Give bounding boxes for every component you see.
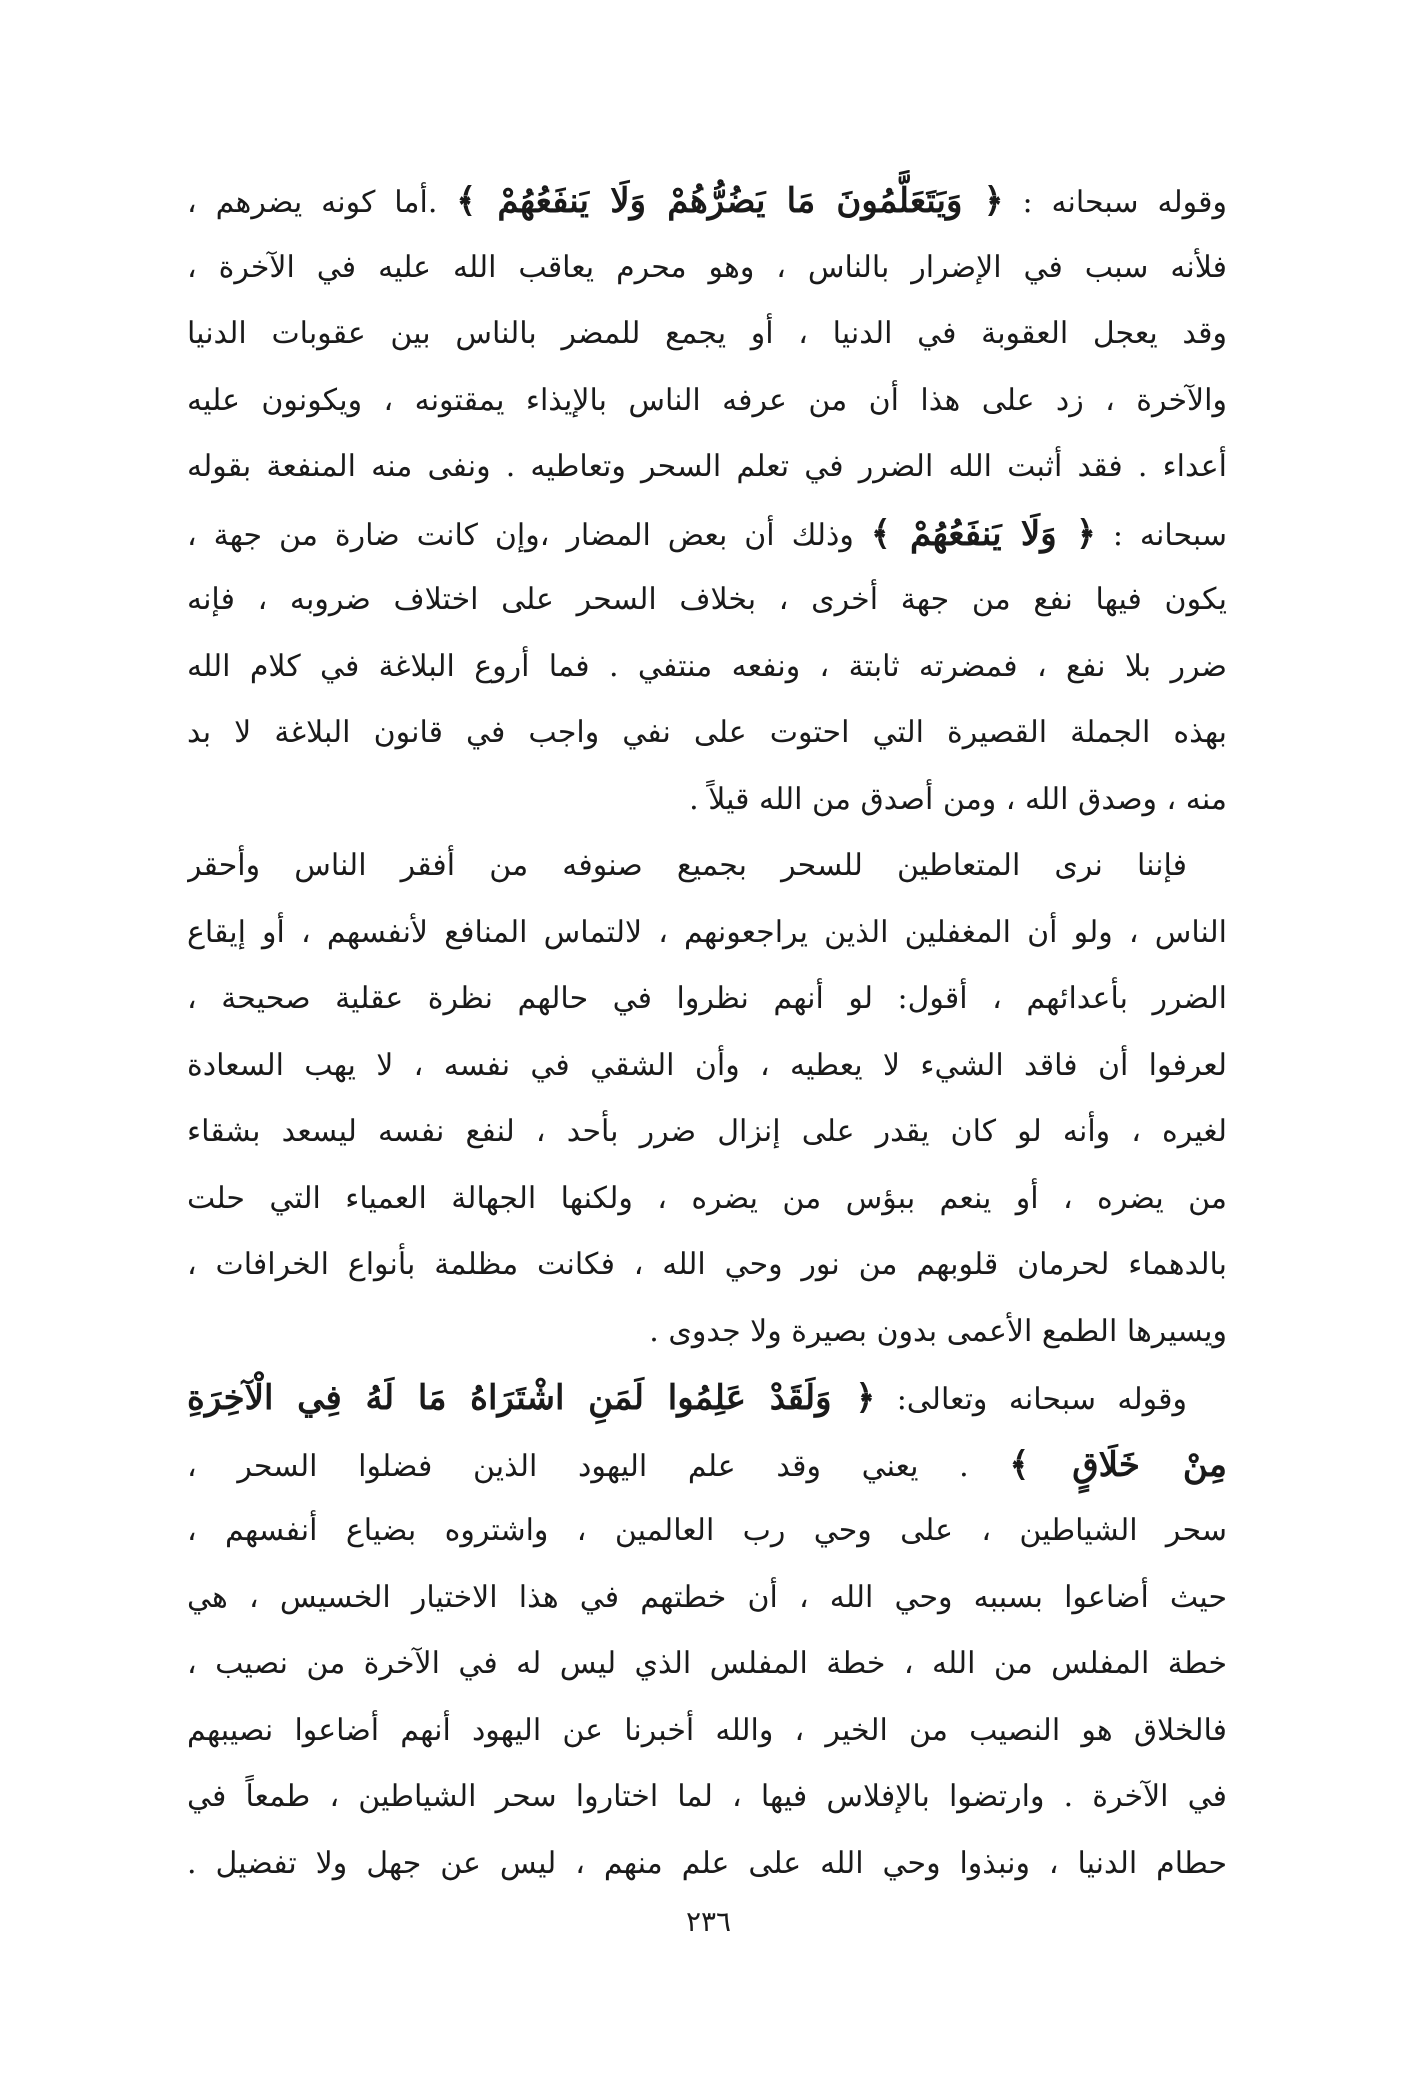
- text-segment: بالدهماء لحرمان قلوبهم من نور وحي الله ، فكانت مظلمة بأنواع الخرافات ،: [187, 1247, 1227, 1282]
- text-segment: سبحانه :: [1095, 517, 1227, 553]
- text-segment: منه ، وصدق الله ، ومن أصدق من الله قيلاً .: [689, 781, 1227, 817]
- quran-verse: ﴿ وَيَتَعَلَّمُونَ مَا يَضُرُّهُمْ وَلَا يَنفَعُهُمْ ﴾: [456, 181, 1004, 221]
- text-line: [187, 968, 1227, 1030]
- text-line: [187, 1035, 1227, 1097]
- text-segment: فلأنه سبب في الإضرار بالناس ، وهو محرم يعاقب الله عليه في الآخرة ،: [187, 249, 1227, 285]
- text-segment: يكون فيها نفع من جهة أخرى ، بخلاف السحر على اختلاف ضروبه ، فإنه: [187, 582, 1227, 617]
- text-segment: الناس ، ولو أن المغفلين الذين يراجعونهم ، لالتماس المنافع لأنفسهم ، أو إيقاع: [187, 914, 1227, 950]
- text-segment: سحر الشياطين ، على وحي رب العالمين ، واشتروه بضياع أنفسهم ،: [187, 1513, 1227, 1548]
- text-line: [187, 503, 1227, 565]
- text-segment: وقوله سبحانه :: [1003, 185, 1227, 220]
- text-segment: أعداء . فقد أثبت الله الضرر في تعلم السحر وتعاطيه . ونفى منه المنفعة بقوله: [187, 449, 1227, 484]
- text-line: [187, 1434, 1227, 1496]
- text-segment: وذلك أن بعض المضار ،وإن كانت ضارة من جهة ،: [187, 517, 871, 553]
- text-line: [187, 569, 1227, 631]
- quran-verse: مِنْ خَلَاقٍ ﴾: [1009, 1444, 1227, 1485]
- text-segment: . يعني وقد علم اليهود الذين فضلوا السحر ،: [187, 1448, 1010, 1484]
- text-segment: لعرفوا أن فاقد الشيء لا يعطيه ، وأن الشقي في نفسه ، لا يهب السعادة: [187, 1047, 1227, 1083]
- text-line: [187, 1168, 1227, 1230]
- text-segment: فإننا نرى المتعاطين للسحر بجميع صنوفه من أفقر الناس وأحقر: [187, 848, 1187, 883]
- text-line: [187, 1766, 1227, 1828]
- text-segment: لغيره ، وأنه لو كان يقدر على إنزال ضرر بأحد ، لنفع نفسه ليسعد بشقاء: [187, 1114, 1227, 1149]
- text-segment: وقد يعجل العقوبة في الدنيا ، أو يجمع للمضر بالناس بين عقوبات الدنيا: [187, 316, 1227, 351]
- text-line: [187, 1500, 1227, 1562]
- text-line: [187, 303, 1227, 365]
- text-line: [187, 636, 1227, 698]
- page-number: ٢٣٦: [685, 1905, 732, 1938]
- quran-verse: ﴿ وَلَا يَنفَعُهُمْ ﴾: [870, 513, 1096, 554]
- text-line: [187, 902, 1227, 964]
- text-line: [187, 1301, 1227, 1363]
- text-line: [187, 702, 1227, 764]
- text-line: [187, 436, 1227, 498]
- text-line: [187, 1367, 1227, 1429]
- text-segment: خطة المفلس من الله ، خطة المفلس الذي ليس له في الآخرة من نصيب ،: [187, 1646, 1227, 1681]
- text-line: [187, 1633, 1227, 1695]
- text-line: [187, 835, 1227, 897]
- text-segment: من يضره ، أو ينعم ببؤس من يضره ، ولكنها الجهالة العمياء التي حلت: [187, 1180, 1227, 1216]
- text-segment: ضرر بلا نفع ، فمضرته ثابتة ، ونفعه منتفي . فما أروع البلاغة في كلام الله: [187, 648, 1227, 684]
- text-segment: في الآخرة . وارتضوا بالإفلاس فيها ، لما اختاروا سحر الشياطين ، طمعاً في: [187, 1779, 1227, 1814]
- text-line: [187, 1833, 1227, 1895]
- text-segment: حطام الدنيا ، ونبذوا وحي الله على علم منهم ، ليس عن جهل ولا تفضيل .: [187, 1845, 1227, 1881]
- text-line: [187, 170, 1227, 232]
- text-segment: الضرر بأعدائهم ، أقول: لو أنهم نظروا في حالهم نظرة عقلية صحيحة ،: [187, 981, 1227, 1016]
- text-segment: فالخلاق هو النصيب من الخير ، والله أخبرنا عن اليهود أنهم أضاعوا نصيبهم: [187, 1712, 1227, 1748]
- text-segment: ويسيرها الطمع الأعمى بدون بصيرة ولا جدوى .: [649, 1313, 1227, 1349]
- text-line: [187, 1101, 1227, 1163]
- text-line: [187, 769, 1227, 831]
- text-line: [187, 1234, 1227, 1296]
- text-segment: حيث أضاعوا بسببه وحي الله ، أن خطتهم في هذا الاختيار الخسيس ، هي: [187, 1579, 1227, 1615]
- text-line: [187, 237, 1227, 299]
- text-segment: بهذه الجملة القصيرة التي احتوت على نفي واجب في قانون البلاغة لا بد: [187, 715, 1227, 750]
- text-segment: والآخرة ، زد على هذا أن من عرفه الناس بالإيذاء يمقتونه ، ويكونون عليه: [187, 382, 1227, 418]
- text-line: [187, 1700, 1227, 1762]
- text-line: [187, 1567, 1227, 1629]
- text-segment: وقوله سبحانه وتعالى:: [875, 1382, 1187, 1417]
- quran-verse: ﴿ وَلَقَدْ عَلِمُوا لَمَنِ اشْتَرَاهُ مَا لَهُ فِي الْآخِرَةِ: [187, 1378, 876, 1418]
- text-line: [187, 370, 1227, 432]
- text-segment: .أما كونه يضرهم ،: [187, 185, 457, 220]
